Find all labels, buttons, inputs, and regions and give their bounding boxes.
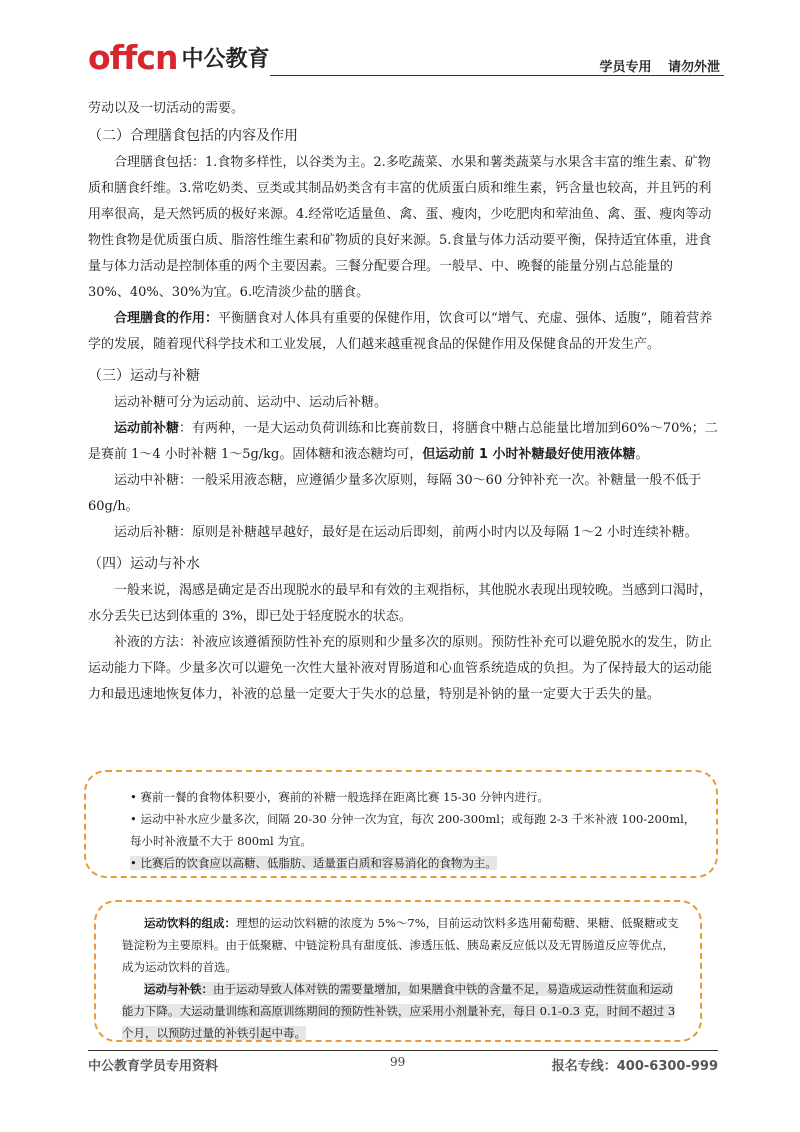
paragraph-thirst: 一般来说，渴感是确定是否出现脱水的最早和有效的主观指标，其他脱水表现出现较晚。当感到口渴时，水分丢失已达到体重的 3%，即已处于轻度脱水的状态。 [88,583,713,624]
page-footer [88,1050,718,1081]
page-content [88,96,718,708]
term-label: 合理膳食的作用： [114,311,219,326]
emphasis-text: 但运动前 1 小时补糖最好使用液体糖 [422,447,636,462]
notes-box [94,900,702,1042]
footer-hotline: 报名专线：400-6300-999 [551,1059,718,1074]
paragraph-post-exercise-sugar: 运动后补糖：原则是补糖越早越好，最好是在运动后即刻，前两小时内以及每隔 1～2 小时连续补糖。 [114,525,698,540]
paragraph-rehydration-method: 补液的方法：补液应该遵循预防性补充的原则和少量多次的原则。预防性补充可以避免脱水的发生，防止运动能力下降。少量多次可以避免一次性大量补液对胃肠道和心血管系统造成的负担。为了保持最大的运动能力和最迅速地恢复体力，补液的总量一定要大于失水的总量，特别是补钠的量一定要大于丢失的量。 [88,635,713,702]
logo-latin: offcn [88,38,178,77]
tip-item: • 运动中补水应少量多次，间隔 20-30 分钟一次为宜，每次 200-300ml；或每跑 2-3 千米补液 100-200ml，每小时补液量不大于 800ml 为宜。 [130,812,696,848]
header-tags [599,56,720,75]
note-iron: 运动与补铁：由于运动导致人体对铁的需要量增加，如果膳食中铁的含量不足，易造成运动性贫血和运动能力下降。大运动量训练和高原训练期间的预防性补铁，应采用小剂量补充，每日 0.1-0.3 克，时间不超过 3 个月，以预防过量的补铁引起中毒。 [122,982,676,1040]
tips-box [84,770,718,878]
page-number: 99 [390,1055,406,1069]
term-label: 运动与补铁： [144,982,213,996]
term-label: 运动饮料的组成： [144,916,236,930]
note-sports-drink: 运动饮料的组成：理想的运动饮料糖的浓度为 5%～7%，目前运动饮料多选用葡萄糖、果糖、低聚糖或支链淀粉为主要原料。由于低聚糖、中链淀粉具有甜度低、渗透压低、胰岛素反应低以及无胃肠道反应等优点，成为运动饮料的首选。 [122,916,679,974]
paragraph-balanced-diet-role: 合理膳食的作用：平衡膳食对人体具有重要的保健作用，饮食可以“增气、充虚、强体、适腹”，随着营养学的发展，随着现代科学技术和工业发展，人们越来越重视食品的保健作用及保健食品的开发生产。 [88,311,713,352]
term-label: 运动前补糖 [114,421,180,436]
paragraph-continued: 劳动以及一切活动的需要。 [88,101,245,116]
paragraph-sugar-intro: 运动补糖可分为运动前、运动中、运动后补糖。 [114,395,388,410]
page-header [88,36,724,78]
section-heading-4: （四）运动与补水 [88,556,200,572]
section-heading-3: （三）运动与补糖 [88,368,200,384]
paragraph-during-exercise-sugar: 运动中补糖：一般采用液态糖，应遵循少量多次原则，每隔 30～60 分钟补充一次。补糖量一般不低于 60g/h。 [88,473,702,514]
paragraph-balanced-diet-contents: 合理膳食包括：1.食物多样性，以谷类为主。2.多吃蔬菜、水果和薯类蔬菜与水果含丰富的维生素、矿物质和膳食纤维。3.常吃奶类、豆类或其制品奶类含有丰富的优质蛋白质和维生素，钙含量也较高，并且钙的利用率很高，是天然钙质的极好来源。4.经常吃适量鱼、禽、蛋、瘦肉，少吃肥肉和荤油鱼、禽、蛋、瘦肉等动物性食物是优质蛋白质、脂溶性维生素和矿物质的良好来源。5.食量与体力活动要平衡，保持适宜体重，进食量与体力活动是控制体重的两个主要因素。三餐分配要合理。一般早、中、晚餐的能量分别占总能量的 30%、40%、30%为宜。6.吃清淡少盐的膳食。 [88,155,712,300]
offcn-logo [88,38,269,76]
section-heading-2: （二）合理膳食包括的内容及作用 [88,128,298,144]
header-rule [270,75,724,76]
paragraph-pre-exercise-sugar: 运动前补糖：有两种，一是大运动负荷训练和比赛前数日，将膳食中糖占总能量比增加到60%～70%；二是赛前 1～4 小时补糖 1～5g/kg。固体糖和液态糖均可，但运动前 1 小时补糖最好使用液体糖。 [88,421,718,462]
footer-source: 中公教育学员专用资料 [88,1059,219,1074]
tip-item: • 赛前一餐的食物体积要小，赛前的补糖一般选择在距离比赛 15-30 分钟内进行。 [130,790,549,804]
header-tag-confidential: 请勿外泄 [667,60,720,75]
logo-chinese: 中公教育 [181,47,270,72]
header-tag-student-only: 学员专用 [599,60,652,75]
tip-item: • 比赛后的饮食应以高糖、低脂肪、适量蛋白质和容易消化的食物为主。 [130,856,497,870]
